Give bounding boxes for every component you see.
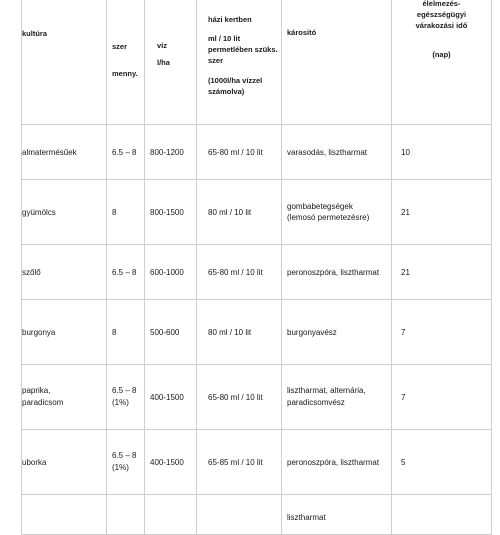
cell-karosito <box>282 495 392 535</box>
header-szer <box>107 0 145 125</box>
table-row <box>22 180 492 245</box>
cell-kultura-line: almatermésűek <box>22 147 77 157</box>
header-elem-line3: várakozási idő <box>415 21 468 30</box>
cell-viz-text: 600-1000 <box>150 267 184 277</box>
cell-kultura <box>22 125 107 180</box>
cell-viz-text: 800-1200 <box>150 147 184 157</box>
cell-karosito-line: lisztharmat, alternária, <box>287 386 366 395</box>
cell-karosito-line: paradicsomvész <box>287 398 345 407</box>
cell-szer-line: 6.5 – 8 <box>112 386 137 395</box>
header-kultura-text: kultúra <box>22 29 48 38</box>
cell-szer-line: 6.5 – 8 <box>112 267 137 277</box>
table-row <box>22 300 492 365</box>
cell-hazi <box>197 180 282 245</box>
header-viz-line1: víz <box>157 41 168 50</box>
cell-viz-text: 500-600 <box>150 327 180 337</box>
cell-hazi <box>197 300 282 365</box>
cell-szer-line: 8 <box>112 207 117 217</box>
dosage-table <box>21 0 492 535</box>
cell-kultura <box>22 245 107 300</box>
cell-karosito-line: varasodás, lisztharmat <box>287 147 368 157</box>
header-kultura <box>22 0 107 125</box>
cell-karosito <box>282 365 392 430</box>
header-hazi-line6: számolva) <box>208 87 245 96</box>
cell-viz-text: 400-1500 <box>150 392 184 402</box>
cell-nap-text: 5 <box>401 457 406 467</box>
header-hazi-line2: ml / 10 lit <box>208 34 241 43</box>
header-varakozasi-ido <box>392 0 492 125</box>
cell-szer-line: 8 <box>112 327 117 337</box>
cell-viz <box>145 300 197 365</box>
table-row <box>22 430 492 495</box>
header-hazi-line1: házi kertben <box>208 15 252 24</box>
cell-nap <box>392 300 492 365</box>
header-hazi-line4: szer <box>208 56 224 65</box>
cell-hazi <box>197 125 282 180</box>
cell-karosito-line: (lemosó permetezésre) <box>287 213 370 222</box>
header-karosito <box>282 0 392 125</box>
cell-viz-text: 400-1500 <box>150 457 184 467</box>
cell-hazi <box>197 430 282 495</box>
table-row <box>22 125 492 180</box>
header-karosito-text: károsító <box>287 28 317 37</box>
cell-kultura <box>22 365 107 430</box>
table-row <box>22 365 492 430</box>
cell-szer <box>107 245 145 300</box>
cell-kultura-line: szőlő <box>22 267 41 277</box>
cell-hazi-text: 65-85 ml / 10 lit <box>208 457 263 467</box>
cell-viz <box>145 365 197 430</box>
cell-hazi-text: 65-80 ml / 10 lit <box>208 147 263 157</box>
cell-karosito-line: peronoszpóra, lisztharmat <box>287 457 380 467</box>
cell-hazi-text: 80 ml / 10 lit <box>208 327 252 337</box>
cell-nap-text: 10 <box>401 147 410 157</box>
cell-viz <box>145 245 197 300</box>
cell-szer <box>107 495 145 535</box>
cell-kultura-line: paprika, <box>22 386 51 395</box>
cell-hazi <box>197 365 282 430</box>
cell-szer <box>107 365 145 430</box>
cell-kultura-line: gyümölcs <box>22 207 56 217</box>
cell-nap-text: 21 <box>401 207 410 217</box>
cell-karosito <box>282 125 392 180</box>
cell-szer-line: (1%) <box>112 398 129 407</box>
cell-nap <box>392 365 492 430</box>
cell-karosito-line: peronoszpóra, lisztharmat <box>287 267 380 277</box>
cell-viz <box>145 125 197 180</box>
cell-karosito-line: gombabetegségek <box>287 202 353 211</box>
header-elem-line1: élelmezés- <box>422 0 461 8</box>
cell-nap-text: 21 <box>401 267 410 277</box>
cell-nap-text: 7 <box>401 327 406 337</box>
table-header-row <box>22 0 492 125</box>
cell-kultura <box>22 180 107 245</box>
cell-karosito <box>282 245 392 300</box>
cell-kultura <box>22 300 107 365</box>
cell-nap-text: 7 <box>401 392 406 402</box>
cell-nap <box>392 125 492 180</box>
cell-viz <box>145 495 197 535</box>
table-row-partial <box>22 495 492 535</box>
cell-kultura-line: paradicsom <box>22 398 64 407</box>
cell-nap <box>392 180 492 245</box>
cell-kultura-line: burgonya <box>22 327 56 337</box>
cell-szer <box>107 180 145 245</box>
cell-szer <box>107 125 145 180</box>
header-szer-line2: menny. <box>112 69 138 78</box>
header-elem-line4: (nap) <box>432 50 451 59</box>
cell-karosito <box>282 180 392 245</box>
cell-kultura <box>22 430 107 495</box>
cell-viz-text: 800-1500 <box>150 207 184 217</box>
cell-nap <box>392 430 492 495</box>
header-viz <box>145 0 197 125</box>
cell-hazi <box>197 495 282 535</box>
header-viz-line2: l/ha <box>157 58 170 67</box>
cell-karosito <box>282 300 392 365</box>
cell-hazi-text: 65-80 ml / 10 lit <box>208 392 263 402</box>
cell-karosito-line: lisztharmat <box>287 513 326 522</box>
cell-szer-line: 6.5 – 8 <box>112 147 137 157</box>
header-hazi <box>197 0 282 125</box>
cell-nap <box>392 245 492 300</box>
cell-karosito <box>282 430 392 495</box>
cell-viz <box>145 180 197 245</box>
cell-viz <box>145 430 197 495</box>
cell-hazi-text: 65-80 ml / 10 lit <box>208 267 263 277</box>
cell-szer <box>107 300 145 365</box>
cell-szer-line: (1%) <box>112 463 129 472</box>
header-hazi-line5: (1000l/ha vízzel <box>208 76 263 85</box>
cell-nap <box>392 495 492 535</box>
cell-hazi <box>197 245 282 300</box>
header-szer-line1: szer <box>112 42 128 51</box>
cell-kultura-line: uborka <box>22 457 47 467</box>
cell-hazi-text: 80 ml / 10 lit <box>208 207 252 217</box>
cell-szer <box>107 430 145 495</box>
header-hazi-line3: permetlében szüks. <box>208 45 278 54</box>
header-elem-line2: egészségügyi <box>416 10 467 19</box>
cell-kultura <box>22 495 107 535</box>
cell-karosito-line: burgonyavész <box>287 327 337 337</box>
cell-szer-line: 6.5 – 8 <box>112 451 137 460</box>
table-row <box>22 245 492 300</box>
